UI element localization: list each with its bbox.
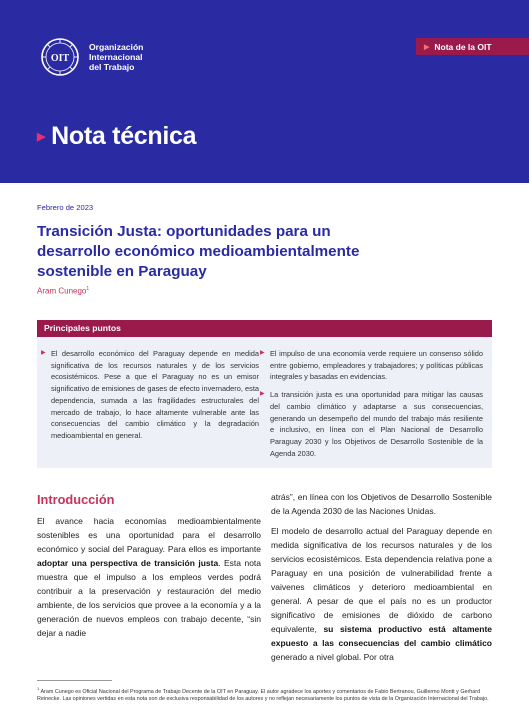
footnote-number: 1 xyxy=(37,686,40,691)
series-title-text: Nota técnica xyxy=(51,122,197,150)
document-title: Transición Justa: oportunidades para un desarrollo económico medioambientalmente sostenible en Paraguay xyxy=(37,223,360,280)
body-column-left xyxy=(37,514,261,640)
key-point-text: El desarrollo económico del Paraguay depende en medida significativa de los recursos naturales y de los servicios ecosistémicos. Pese a que el Paraguay no es un emisor significativo de emisiones de gases de efecto invernadero, esta dependencia, sumada a las fragilidades estructurales del mercado de trabajo, lo hace altamente vulnerable ante las consecuencias del cambio climático y la degradación medioambiental en general. xyxy=(51,349,259,440)
section-heading: Introducción xyxy=(37,492,115,507)
footnote xyxy=(37,685,493,704)
series-badge xyxy=(416,38,529,55)
emphasis-text: adoptar una perspectiva de transición justa xyxy=(37,558,219,568)
footnote-divider xyxy=(37,680,112,681)
key-point-text: El impulso de una economía verde requiere un consenso sólido entre gobierno, empleadores y trabajadores; y políticas públicas integrales y basadas en evidencias. xyxy=(270,349,483,382)
key-points-heading: Principales puntos xyxy=(37,320,492,337)
key-points-right-column xyxy=(260,348,483,465)
paragraph xyxy=(37,514,261,640)
key-point-item xyxy=(260,348,483,383)
ilo-logo xyxy=(40,37,143,77)
publication-date: Febrero de 2023 xyxy=(37,203,94,212)
paragraph-text: generado a nivel global. Por otra xyxy=(271,652,394,662)
footnote-text: Aram Cunego es Oficial Nacional del Programa de Trabajo Decente de la OIT en Paraguay. El autor agradece los aportes y comentarios de Fabio Bertranou, Guillermo Montt y Gerhard Reinecke. Las opiniones vertidas en esta nota son de exclusiva responsabilidad de los autores y no reflejan necesariamente los puntos de vista de la Organización Internacional del Trabajo. xyxy=(37,688,489,703)
author-name: Aram Cunego xyxy=(37,286,87,296)
paragraph xyxy=(271,524,492,664)
org-name xyxy=(89,42,143,72)
author xyxy=(37,286,89,296)
logo-initials: OIT xyxy=(50,53,70,64)
key-point-text: La transición justa es una oportunidad para mitigar las causas del cambio climático y adaptarse a sus consecuencias, generando un desempeño del mundo del trabajo más resiliente e inclusivo, en línea con el Plan Nacional de Desarrollo Paraguay 2030 y los Objetivos de Desarrollo Sostenible de la Agenda 2030. xyxy=(270,390,483,458)
paragraph-text: El modelo de desarrollo actual del Paraguay depende en medida significativa de los recursos naturales y de los servicios ecosistémicos. Esta dependencia relativa pone a Paraguay en una posición de vulnerabilidad frente a vaivenes climáticos y deterioro medioambiental en general. A pesar de que el país no es un productor significativo de emisiones de dióxido de carbono equivalente, xyxy=(271,526,492,634)
key-points-left-column xyxy=(41,348,259,448)
emphasis-text: su sistema productivo está altamente expuesto a las consecuencias del cambio climático xyxy=(271,624,492,648)
org-name-line: Organización xyxy=(89,42,144,52)
bullet-triangle-icon: ▶ xyxy=(260,391,265,398)
triangle-right-icon: ▶ xyxy=(37,131,46,143)
key-point-item xyxy=(41,348,259,442)
key-points-box xyxy=(37,337,492,468)
footnote-marker: 1 xyxy=(86,286,90,292)
body-column-right xyxy=(271,490,492,670)
paragraph-text: . Esta nota muestra que el impulso a los empleos verdes podrá contribuir a la preservación y restauración del medio ambiente, de los servicios que provee a la economía y a la generación de nuevos empleos con trabajo decente, “sin dejar a nadie xyxy=(37,558,262,638)
report-header xyxy=(0,0,529,183)
key-point-item xyxy=(260,389,483,459)
org-name-line: Internacional xyxy=(89,52,143,62)
bullet-triangle-icon: ▶ xyxy=(260,350,265,356)
series-title xyxy=(37,122,196,151)
paragraph-text: El avance hacia economías medioambientalmente sostenibles es una oportunidad para el desarrollo económico y social del Paraguay. Para ellos es importante xyxy=(37,516,261,554)
org-name-line: del Trabajo xyxy=(89,62,135,72)
ilo-emblem-icon xyxy=(40,37,80,77)
series-badge-label: Nota de la OIT xyxy=(434,41,492,52)
bullet-triangle-icon: ▶ xyxy=(41,350,46,356)
paragraph: atrás”, en línea con los Objetivos de Desarrollo Sostenible de la Agenda 2030 de las Naciones Unidas. xyxy=(271,492,492,516)
triangle-right-icon: ▶ xyxy=(424,43,430,51)
